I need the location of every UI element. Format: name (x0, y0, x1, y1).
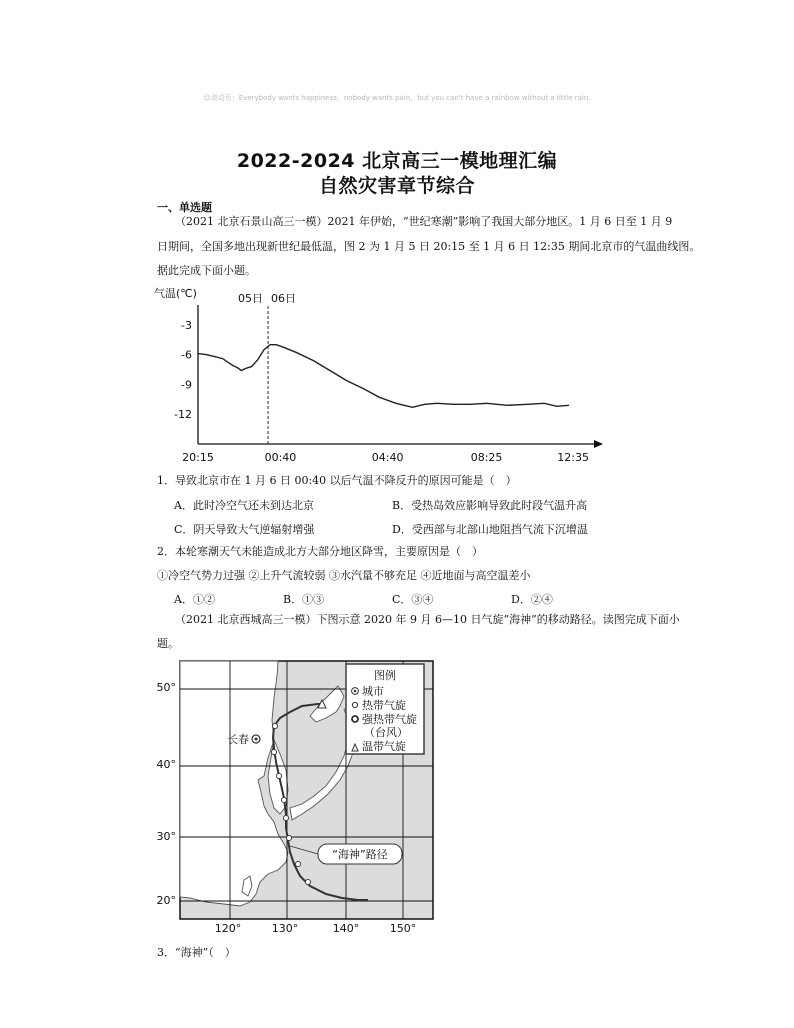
changchun-city-dot (255, 738, 258, 741)
intro2-line1: （2021 北京西城高三一模）下图示意 2020 年 9 月 6—10 日气旋“海神”的移动路径。读图完成下面小 (175, 613, 680, 626)
q2-option-c[interactable]: C．③④ (392, 593, 434, 606)
chart-y-tick-label: -12 (174, 408, 192, 422)
chart-y-tick-label: -9 (181, 378, 192, 392)
chart-date-label-06: 06日 (271, 292, 296, 305)
lat-label-50: 50° (156, 681, 176, 694)
lon-label-120: 120° (214, 922, 242, 935)
legend-typhoon: （台风） (364, 726, 408, 739)
intro1-line3: 据此完成下面小题。 (157, 264, 256, 277)
chart-x-tick-label: 20:15 (182, 451, 214, 464)
chart-x-tick-label: 00:40 (264, 451, 297, 464)
page-subtitle: 自然灾害章节综合 (318, 175, 475, 197)
intro2-line2: 题。 (157, 637, 179, 650)
q2-items: ①冷空气势力过强 ②上升气流较弱 ③水汽量不够充足 ④近地面与高空温差小 (157, 569, 531, 582)
intro1-line1: （2021 北京石景山高三一模）2021 年伊始，“世纪寒潮”影响了我国大部分地区。1 月 6 日至 1 月 9 (175, 215, 673, 228)
temperature-chart (150, 283, 620, 468)
legend-strong-icon (352, 716, 358, 722)
q2-option-a[interactable]: A．①② (174, 593, 215, 606)
legend-title: 图例 (374, 669, 396, 682)
watermark: ☺滚动页：Everybody wants happiness，nobody wants pain，but you can't have a rainbow without a little rain. (203, 94, 591, 102)
lon-label-130: 130° (271, 922, 299, 935)
chart-x-tick-label: 12:35 (557, 451, 589, 464)
page-title: 2022-2024 北京高三一模地理汇编 (236, 150, 558, 172)
q2-option-d[interactable]: D．②④ (511, 593, 553, 606)
typhoon-map (150, 658, 440, 938)
chart-x-tick-label: 04:40 (371, 451, 404, 464)
q1-option-b[interactable]: B．受热岛效应影响导致此时段气温升高 (392, 499, 588, 512)
chart-y-tick-label: -3 (181, 318, 192, 332)
legend-strong: 强热带气旋 (362, 713, 417, 726)
q2-option-b[interactable]: B．①③ (283, 593, 325, 606)
legend-tropical: 热带气旋 (362, 699, 406, 712)
lat-label-40: 40° (156, 758, 176, 771)
legend-city-dot (354, 690, 357, 693)
chart-y-tick-label: -6 (181, 348, 192, 362)
legend-city: 城市 (362, 685, 384, 698)
chart-y-label: 气温(℃) (154, 287, 197, 300)
q1-option-c[interactable]: C．阴天导致大气逆辐射增强 (174, 523, 315, 536)
chart-x-axis-arrow (594, 440, 603, 448)
q1-option-a[interactable]: A．此时冷空气还未到达北京 (174, 499, 314, 512)
chart-date-label-05: 05日 (238, 292, 263, 305)
lon-label-140: 140° (332, 922, 360, 935)
q1-stem: 1．导致北京市在 1 月 6 日 00:40 以后气温不降反升的原因可能是（ ） (157, 474, 517, 487)
path-label: “海神”路径 (332, 848, 388, 861)
city-label-changchun: 长春 (227, 733, 249, 746)
q3-stem: 3．“海神”（ ） (157, 946, 236, 959)
lat-label-30: 30° (156, 830, 176, 843)
section-heading: 一、单选题 (157, 201, 212, 214)
intro1-line2: 日期间，全国多地出现新世纪最低温，图 2 为 1 月 5 日 20:15 至 1 月 6 日 12:35 期间北京市的气温曲线图。 (157, 240, 701, 253)
lat-label-20: 20° (156, 894, 176, 907)
chart-x-tick-label: 08:25 (470, 451, 503, 464)
q2-stem: 2．本轮寒潮天气未能造成北方大部分地区降雪，主要原因是（ ） (157, 545, 483, 558)
q1-option-d[interactable]: D．受西部与北部山地阻挡气流下沉增温 (392, 523, 588, 536)
chart-series-line (198, 345, 569, 408)
legend-tropical-icon (352, 702, 357, 707)
lon-label-150: 150° (389, 922, 417, 935)
legend-temperate: 温带气旋 (362, 740, 406, 753)
